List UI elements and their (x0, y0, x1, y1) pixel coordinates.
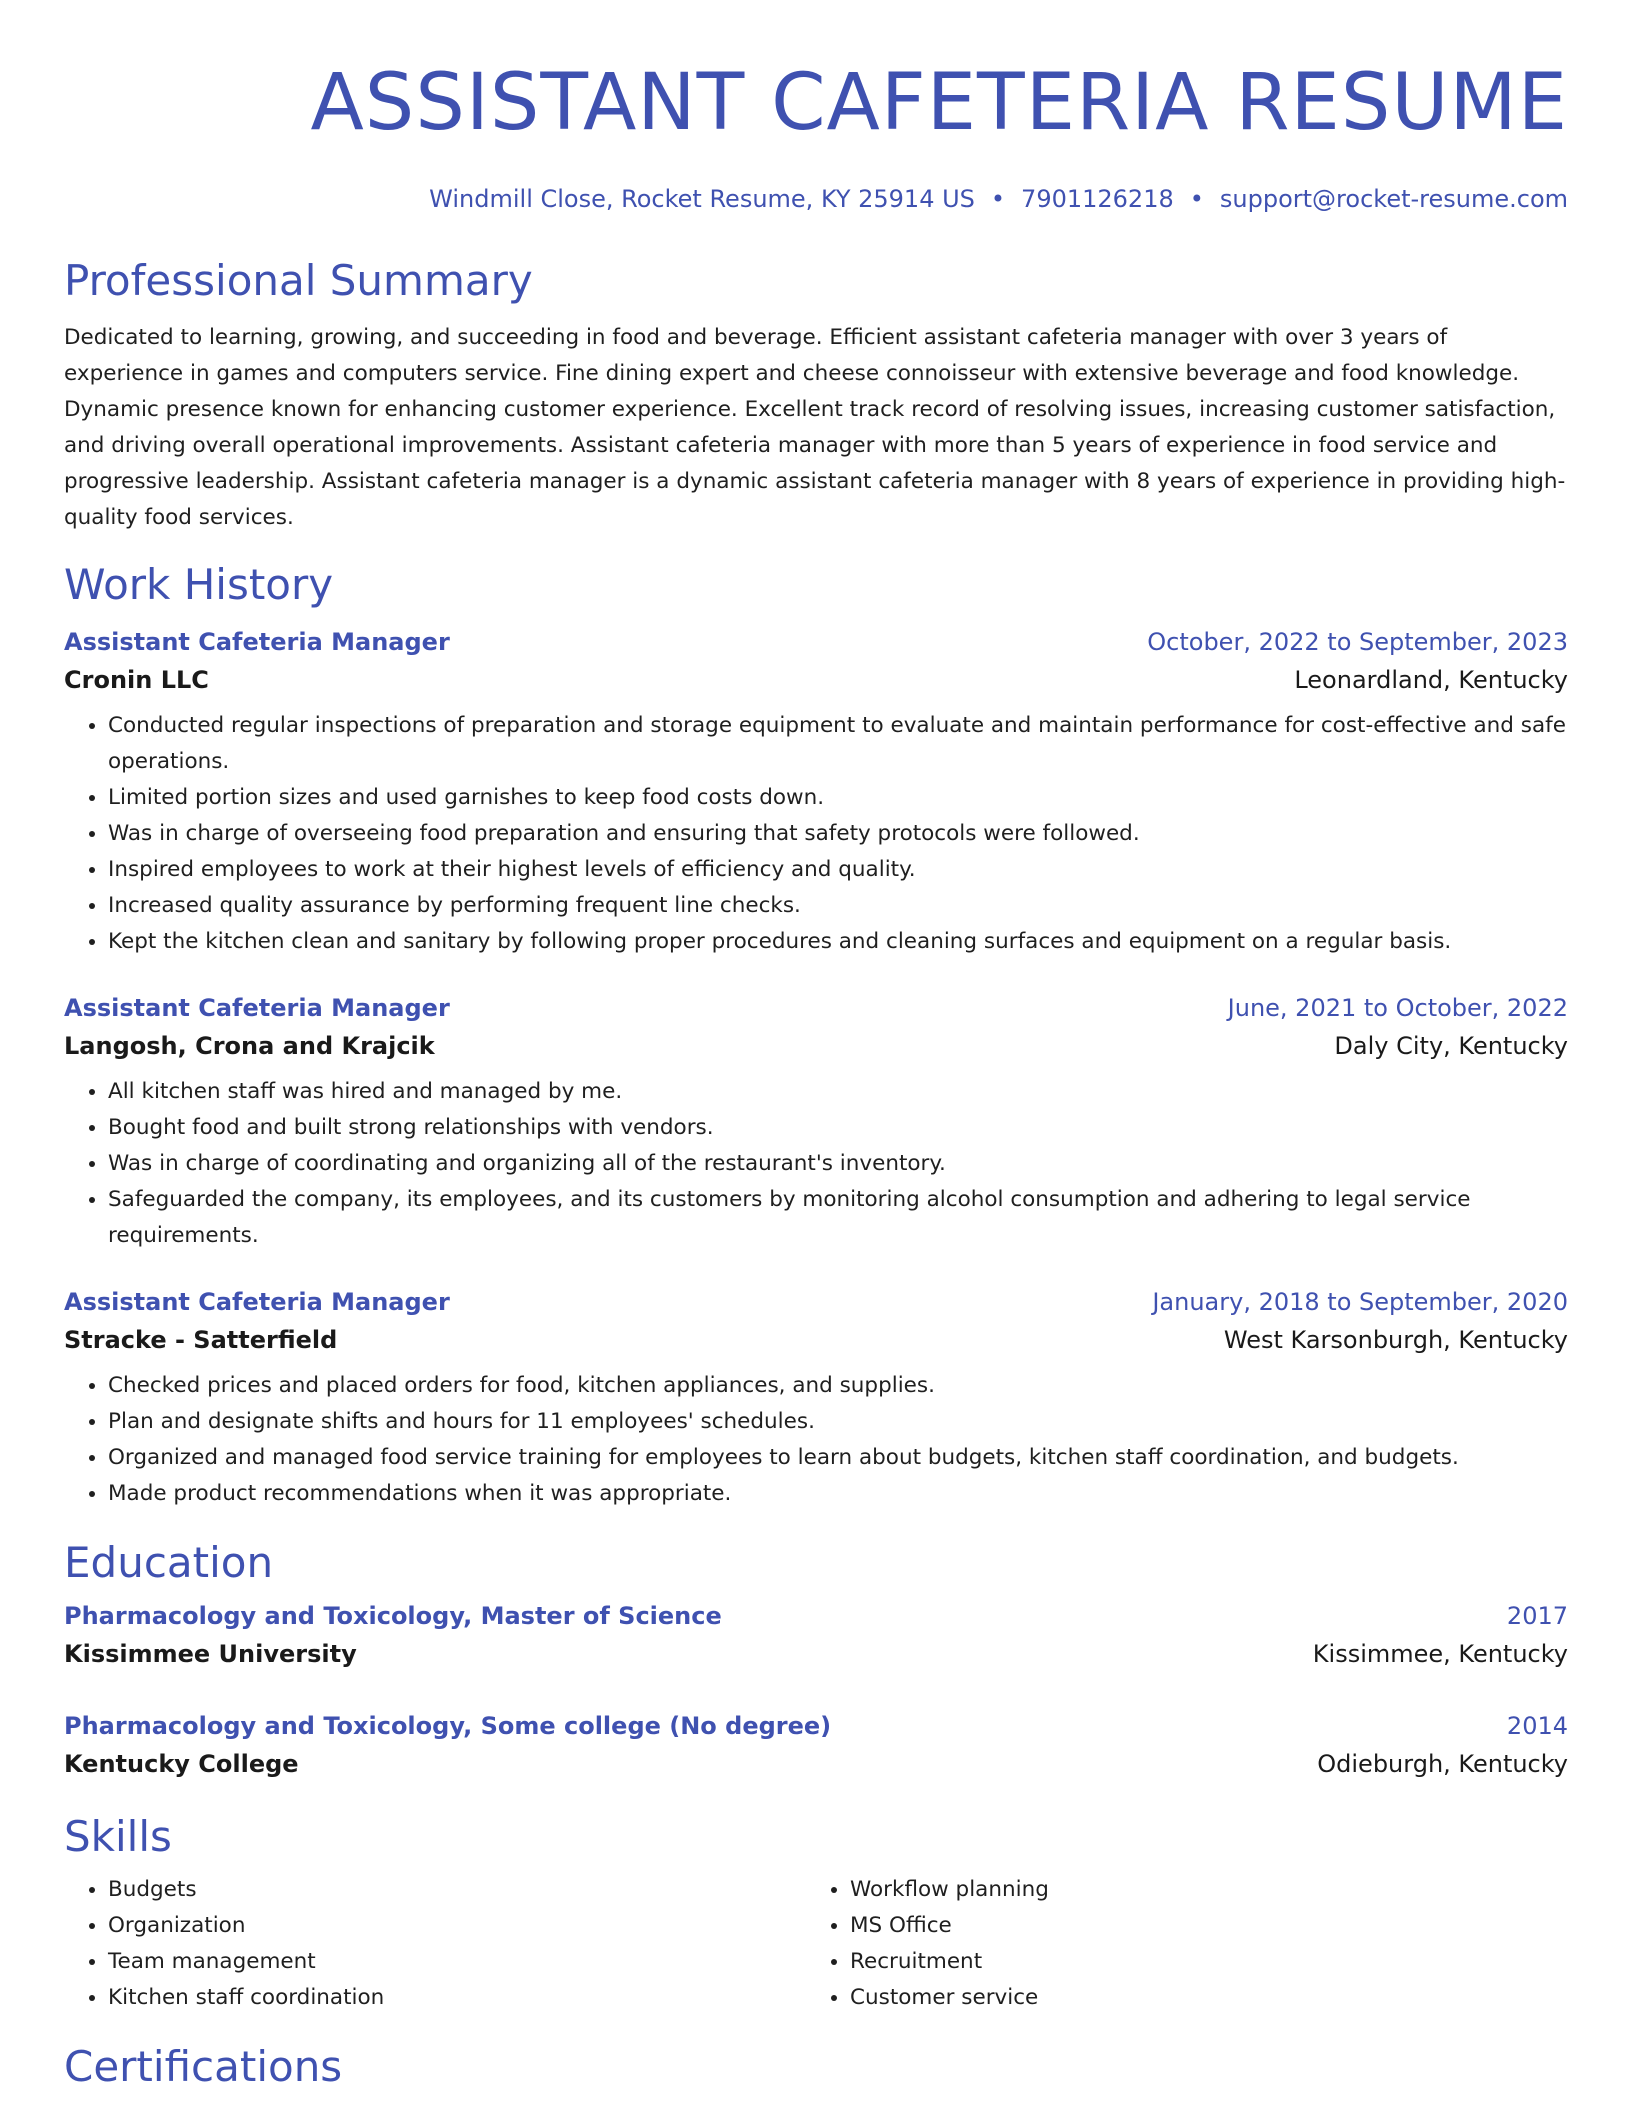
education-school: Kissimmee University (64, 1640, 357, 1668)
next-section-heading: Certifications (64, 2042, 343, 2091)
education-location: Odieburgh, Kentucky (1317, 1750, 1568, 1778)
skill-item: • Team management (108, 1944, 806, 1980)
job-bullet: • Checked prices and placed orders for food, kitchen appliances, and supplies. (108, 1368, 1568, 1404)
contact-separator: • (990, 185, 1006, 213)
contact-separator: • (1189, 185, 1204, 213)
summary-text: Dedicated to learning, growing, and succeeding in food and beverage. Efficient assistant cafeteria manager with over 3 years of experience in games and computers service. Fine dining expert and cheese connoisseur with extensive beverage and food knowledge. Dynamic presence known for enhancing customer experience. Excellent track record of resolving issues, increasing customer satisfaction, and driving overall operational improvements. Assistant cafeteria manager with more than 5 years of experience in food service and progressive leadership. Assistant cafeteria manager is a dynamic assistant cafeteria manager with 8 years of experience in providing high-quality food services. (64, 325, 1566, 530)
education-school: Kentucky College (64, 1750, 299, 1778)
job-entry (64, 1284, 1568, 1512)
job-company: Stracke - Satterfield (64, 1326, 338, 1354)
job-bullet: • Inspired employees to work at their highest levels of efficiency and quality. (108, 852, 1568, 888)
job-location: Daly City, Kentucky (1334, 1032, 1568, 1060)
job-bullet: • All kitchen staff was hired and managed by me. (108, 1074, 1568, 1110)
education-year: 2014 (1506, 1712, 1568, 1740)
contact-phone: 7901126218 (1021, 185, 1174, 213)
skills-heading: Skills (64, 1812, 172, 1861)
skill-item: • MS Office (850, 1908, 1548, 1944)
skill-item: • Budgets (108, 1872, 806, 1908)
job-bullet: • Bought food and built strong relationships with vendors. (108, 1110, 1568, 1146)
skill-item: • Organization (108, 1908, 806, 1944)
job-bullet: • Kept the kitchen clean and sanitary by following proper procedures and cleaning surfaces and equipment on a regular basis. (108, 924, 1568, 960)
skills-column-right (806, 1872, 1548, 2016)
resume-name: ASSISTANT CAFETERIA RESUME (310, 58, 1568, 148)
job-bullet: • Was in charge of coordinating and organizing all of the restaurant's inventory. (108, 1146, 1568, 1182)
education-location: Kissimmee, Kentucky (1312, 1640, 1568, 1668)
education-entry (64, 1708, 1568, 1784)
education-entry (64, 1598, 1568, 1674)
job-bullet: • Increased quality assurance by performing frequent line checks. (108, 888, 1568, 924)
job-bullets (64, 1368, 1568, 1512)
skill-item: • Recruitment (850, 1944, 1548, 1980)
job-location: Leonardland, Kentucky (1294, 666, 1568, 694)
contact-email: support@rocket-resume.com (1219, 185, 1568, 213)
contact-address: Windmill Close, Rocket Resume, KY 25914 US (429, 185, 975, 213)
job-bullet: • Plan and designate shifts and hours for 11 employees' schedules. (108, 1404, 1568, 1440)
job-bullet: • Limited portion sizes and used garnishes to keep food costs down. (108, 780, 1568, 816)
education-heading: Education (64, 1538, 274, 1587)
job-entry (64, 990, 1568, 1254)
education-degree: Pharmacology and Toxicology, Some college (No degree) (64, 1712, 832, 1740)
skills-column-left (64, 1872, 806, 2016)
job-bullet: • Was in charge of overseeing food preparation and ensuring that safety protocols were followed. (108, 816, 1568, 852)
job-company: Cronin LLC (64, 666, 209, 694)
job-bullets (64, 708, 1568, 960)
work-history-heading: Work History (64, 560, 334, 609)
skill-item: • Workflow planning (850, 1872, 1548, 1908)
skills-list (806, 1872, 1548, 2016)
job-bullet: • Conducted regular inspections of preparation and storage equipment to evaluate and maintain performance for cost-effective and safe operations. (108, 708, 1568, 780)
job-title: Assistant Cafeteria Manager (64, 628, 450, 656)
resume-page (64, 0, 1568, 2092)
job-location: West Karsonburgh, Kentucky (1223, 1326, 1568, 1354)
skills-list (64, 1872, 806, 2016)
job-bullet: • Safeguarded the company, its employees, and its customers by monitoring alcohol consumption and adhering to legal service requirements. (108, 1182, 1568, 1254)
job-title: Assistant Cafeteria Manager (64, 994, 450, 1022)
job-dates: October, 2022 to September, 2023 (1147, 628, 1568, 656)
job-bullet: • Organized and managed food service training for employees to learn about budgets, kitchen staff coordination, and budgets. (108, 1440, 1568, 1476)
job-bullets (64, 1074, 1568, 1254)
job-company: Langosh, Crona and Krajcik (64, 1032, 435, 1060)
job-dates: January, 2018 to September, 2020 (1152, 1288, 1568, 1316)
summary-heading: Professional Summary (64, 256, 533, 305)
skill-item: • Kitchen staff coordination (108, 1980, 806, 2016)
job-dates: June, 2021 to October, 2022 (1227, 994, 1568, 1022)
contact-line (64, 184, 1568, 214)
job-entry (64, 624, 1568, 960)
skill-item: • Customer service (850, 1980, 1548, 2016)
education-year: 2017 (1506, 1602, 1568, 1630)
job-title: Assistant Cafeteria Manager (64, 1288, 450, 1316)
skills-grid (64, 1872, 1568, 2016)
education-degree: Pharmacology and Toxicology, Master of Science (64, 1602, 722, 1630)
job-bullet: • Made product recommendations when it was appropriate. (108, 1476, 1568, 1512)
